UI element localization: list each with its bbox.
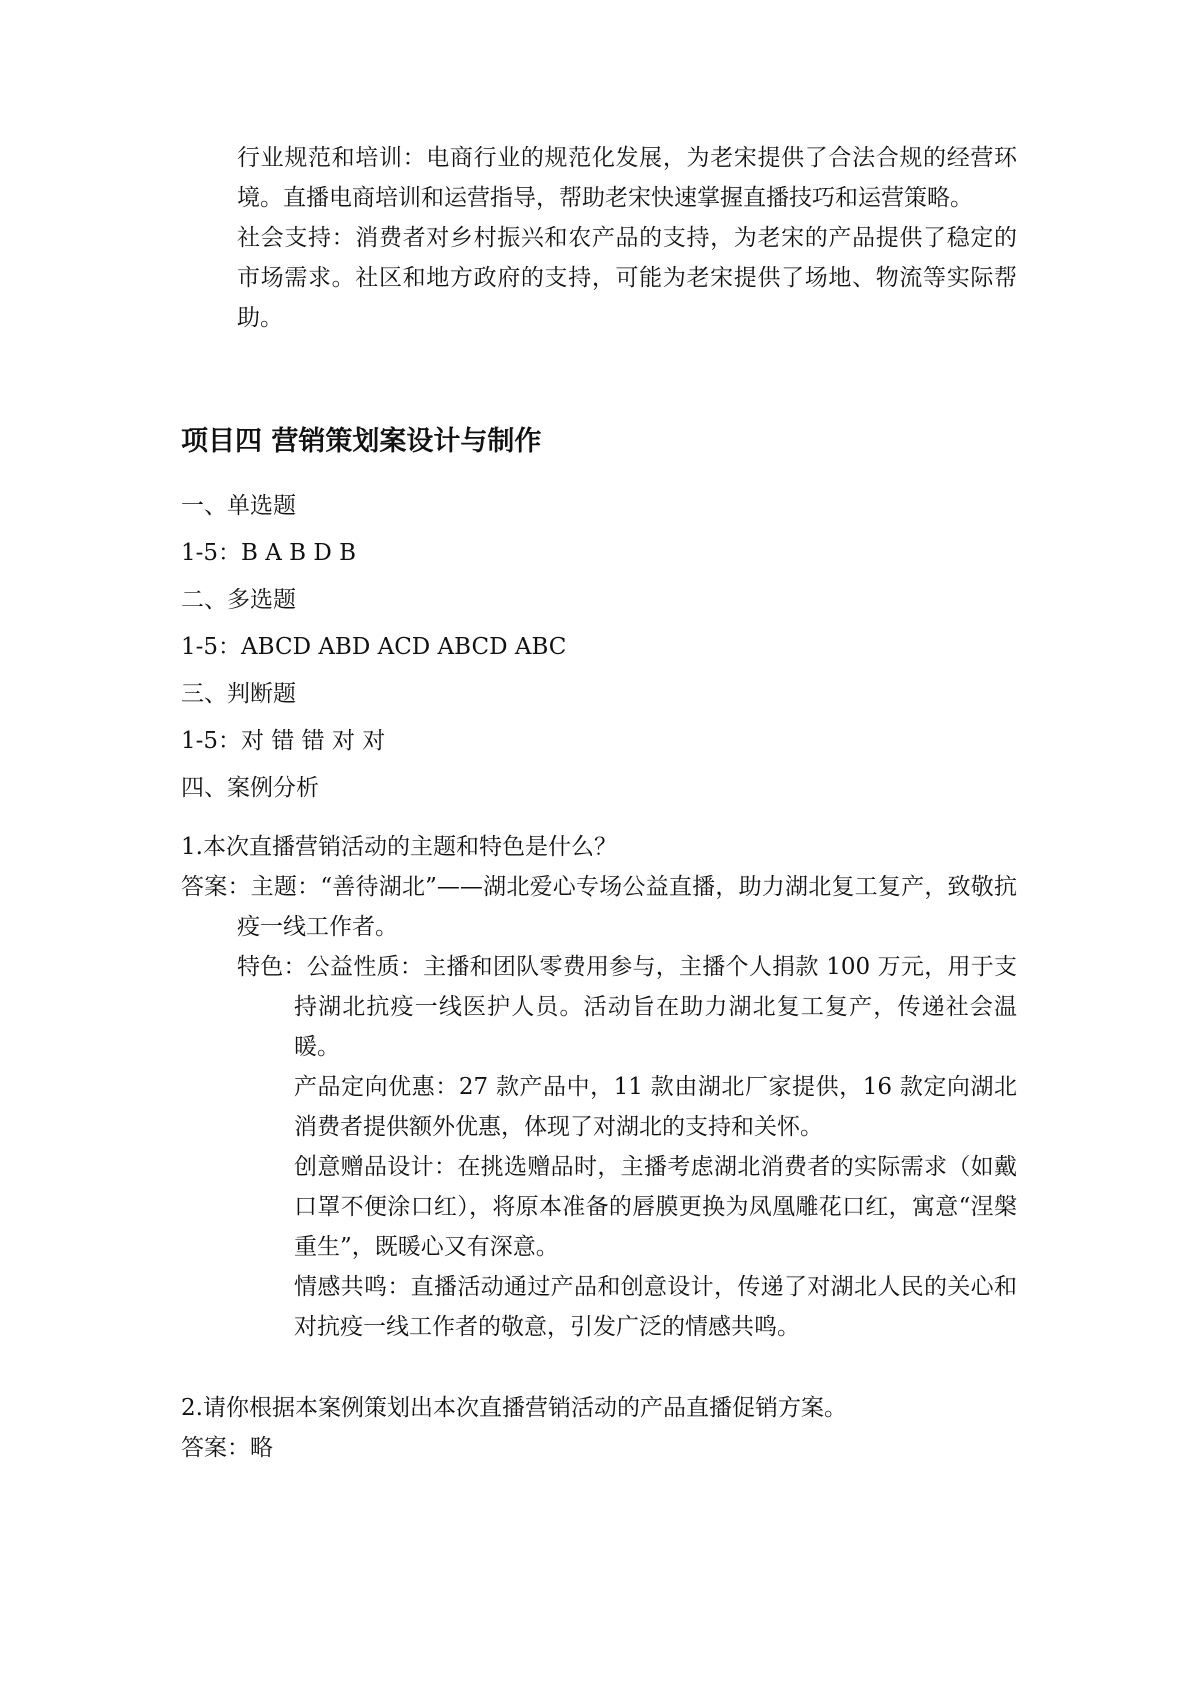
answer-1-feature-emotional-resonance: 情感共鸣：直播活动通过产品和创意设计，传递了对湖北人民的关心和对抗疫一线工作者的敬意，引发广泛的情感共鸣。 [294, 1274, 1017, 1340]
answer-1-feature-creative-gift: 创意赠品设计：在挑选赠品时，主播考虑湖北消费者的实际需求（如戴口罩不便涂口红），将原本准备的唇膜更换为凤凰雕花口红，寓意“涅槃重生”，既暖心又有深意。 [294, 1154, 1017, 1260]
true-false-answers: 1-5：对 错 错 对 对 [181, 728, 386, 754]
section-title: 项目四 营销策划案设计与制作 [181, 426, 542, 457]
answer-1-theme: 答案：主题：“善待湖北”——湖北爱心专场公益直播，助力湖北复工复产，致敬抗疫一线工作者。 [181, 874, 1017, 940]
question-1: 1.本次直播营销活动的主题和特色是什么？ [181, 834, 617, 860]
case-analysis-heading: 四、案例分析 [181, 775, 319, 801]
single-choice-answers: 1-5：B A B D B [181, 540, 357, 566]
answer-1-feature-charity: 特色：公益性质：主播和团队零费用参与，主播个人捐款 100 万元，用于支持湖北抗疫一线医护人员。活动旨在助力湖北复工复产，传递社会温暖。 [237, 954, 1017, 1060]
answer-1-feature-targeted-offers: 产品定向优惠：27 款产品中，11 款由湖北厂家提供，16 款定向湖北消费者提供额外优惠，体现了对湖北的支持和关怀。 [294, 1074, 1017, 1140]
question-2: 2.请你根据本案例策划出本次直播营销活动的产品直播促销方案。 [181, 1395, 847, 1421]
multiple-choice-heading: 二、多选题 [181, 587, 296, 613]
answer-2: 答案：略 [181, 1435, 273, 1461]
intro-paragraph-industry: 行业规范和培训：电商行业的规范化发展，为老宋提供了合法合规的经营环境。直播电商培训和运营指导，帮助老宋快速掌握直播技巧和运营策略。 [237, 145, 1017, 211]
single-choice-heading: 一、单选题 [181, 493, 296, 519]
true-false-heading: 三、判断题 [181, 681, 296, 707]
intro-paragraph-social: 社会支持：消费者对乡村振兴和农产品的支持，为老宋的产品提供了稳定的市场需求。社区和地方政府的支持，可能为老宋提供了场地、物流等实际帮助。 [237, 225, 1017, 331]
multiple-choice-answers: 1-5：ABCD ABD ACD ABCD ABC [181, 634, 567, 660]
